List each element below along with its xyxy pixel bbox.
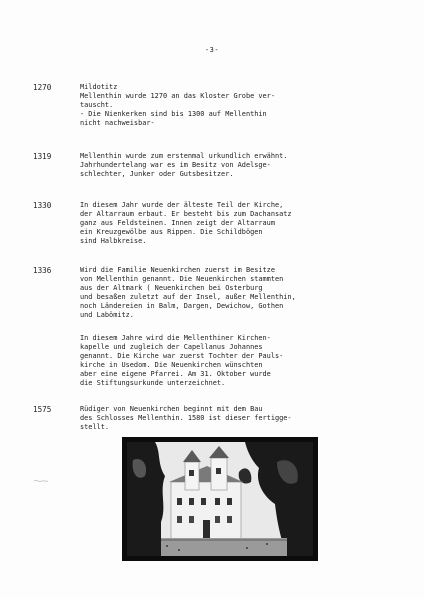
- entry-text: [80, 266, 380, 388]
- text-line: kirche in Usedom. Die Neuenkirchen wünschten: [80, 361, 263, 369]
- scan-speck: [33, 478, 49, 484]
- entry-year: 1336: [33, 266, 52, 275]
- entry-text: [80, 201, 380, 246]
- text-line: nicht nachweisbar-: [80, 119, 155, 127]
- entry-year: 1270: [33, 83, 52, 92]
- text-line: In diesem Jahr wurde der älteste Teil der Kirche,: [80, 201, 284, 209]
- text-line: und besaßen zuletzt auf der Insel, außer Mellenthin,: [80, 293, 296, 301]
- entry-paragraph: [80, 152, 380, 179]
- entry-text: [80, 83, 380, 128]
- entry-paragraph: [80, 201, 380, 246]
- page-number: -3-: [204, 46, 220, 54]
- text-line: und Labömitz.: [80, 311, 134, 319]
- text-line: Mildotitz: [80, 83, 118, 91]
- text-line: tauscht.: [80, 101, 114, 109]
- text-line: sind Halbkreise.: [80, 237, 147, 245]
- text-line: von Mellenthin genannt. Die Neuenkirchen stammten: [80, 275, 284, 283]
- entry-year: 1319: [33, 152, 52, 161]
- text-line: des Schlosses Mellenthin. 1580 ist dieser fertigge-: [80, 414, 292, 422]
- text-line: Wird die Familie Neuenkirchen zuerst im Besitze: [80, 266, 275, 274]
- entry-paragraph: [80, 266, 380, 320]
- text-line: aber eine eigene Pfarrei. Am 31. Oktober wurde: [80, 370, 271, 378]
- text-line: Mellenthin wurde zum erstenmal urkundlich erwähnt.: [80, 152, 288, 160]
- entry-year: 1575: [33, 405, 52, 414]
- text-line: - Die Nienkerken sind bis 1300 auf Mellenthin: [80, 110, 267, 118]
- text-line: Jahrhundertelang war es im Besitz von Adelsge-: [80, 161, 271, 169]
- text-line: ein Kreuzgewölbe aus Rippen. Die Schildbögen: [80, 228, 263, 236]
- entry-paragraph: [80, 334, 380, 388]
- text-line: Mellenthin wurde 1270 an das Kloster Grobe ver-: [80, 92, 275, 100]
- castle-photo-image: [127, 442, 313, 556]
- text-line: Rüdiger von Neuenkirchen beginnt mit dem Bau: [80, 405, 263, 413]
- castle-photo: [122, 437, 318, 561]
- text-line: kapelle und zugleich der Capellanus Johannes: [80, 343, 263, 351]
- text-line: aus der Altmark ( Neuenkirchen bei Osterburg: [80, 284, 263, 292]
- entry-year: 1330: [33, 201, 52, 210]
- text-line: schlechter, Junker oder Gutsbesitzer.: [80, 170, 234, 178]
- entry-text: [80, 152, 380, 179]
- entry-text: [80, 405, 380, 432]
- text-line: der Altarraum erbaut. Er besteht bis zum Dachansatz: [80, 210, 292, 218]
- text-line: genannt. Die Kirche war zuerst Tochter der Pauls-: [80, 352, 284, 360]
- text-line: In diesem Jahre wird die Mellenthiner Kirchen-: [80, 334, 271, 342]
- text-line: die Stiftungsurkunde unterzeichnet.: [80, 379, 226, 387]
- text-line: ganz aus Feldsteinen. Innen zeigt der Altarraum: [80, 219, 275, 227]
- entry-paragraph: [80, 83, 380, 128]
- entry-paragraph: [80, 405, 380, 432]
- text-line: stellt.: [80, 423, 110, 431]
- text-line: noch Ländereien in Balm, Dargen, Dewichow, Gothen: [80, 302, 284, 310]
